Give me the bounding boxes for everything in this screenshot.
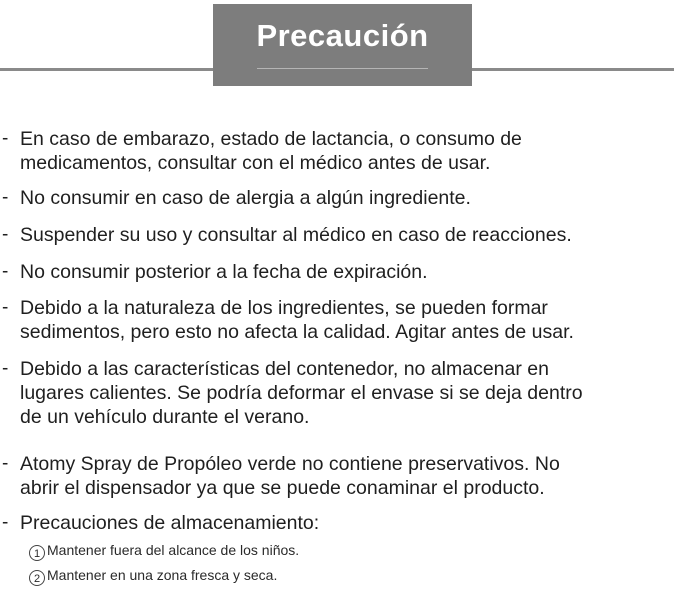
list-bullet: -: [2, 453, 9, 474]
list-bullet: -: [2, 261, 9, 282]
list-bullet: -: [2, 128, 9, 149]
list-item-text: No consumir posterior a la fecha de expiración.: [20, 261, 428, 283]
storage-subitem-text: Mantener fuera del alcance de los niños.: [47, 542, 300, 558]
list-item-text: Debido a la naturaleza de los ingredientes, se pueden formar sedimentos, pero esto no afecta la calidad. Agitar antes de usar.: [20, 297, 574, 343]
list-item-text: Debido a las características del contenedor, no almacenar en lugares calientes. Se podría deformar el envase si se deja dentro de un vehículo durante el verano.: [20, 358, 583, 428]
list-bullet: -: [2, 358, 9, 379]
list-bullet: -: [2, 297, 9, 318]
list-item-text: Precauciones de almacenamiento:: [20, 512, 320, 534]
list-bullet: -: [2, 224, 9, 245]
header-title-box: [213, 4, 472, 86]
list-item-text: Suspender su uso y consultar al médico en caso de reacciones.: [20, 224, 572, 246]
storage-subitem: [29, 566, 277, 586]
list-item-text: Atomy Spray de Propóleo verde no contiene preservativos. No abrir el dispensador ya que se puede conaminar el producto.: [20, 453, 560, 499]
page-title: Precaución: [256, 18, 429, 53]
list-bullet: -: [2, 187, 9, 208]
title-underline: [257, 68, 428, 69]
storage-subitem-text: Mantener en una zona fresca y seca.: [47, 567, 278, 583]
storage-subitem: [29, 541, 299, 561]
circled-number-icon: 1: [29, 545, 45, 561]
list-item-text: No consumir en caso de alergia a algún ingrediente.: [20, 187, 471, 209]
list-bullet: -: [2, 512, 9, 533]
circled-number-icon: 2: [29, 570, 45, 586]
list-item-text: En caso de embarazo, estado de lactancia, o consumo de medicamentos, consultar con el médico antes de usar.: [20, 128, 522, 174]
